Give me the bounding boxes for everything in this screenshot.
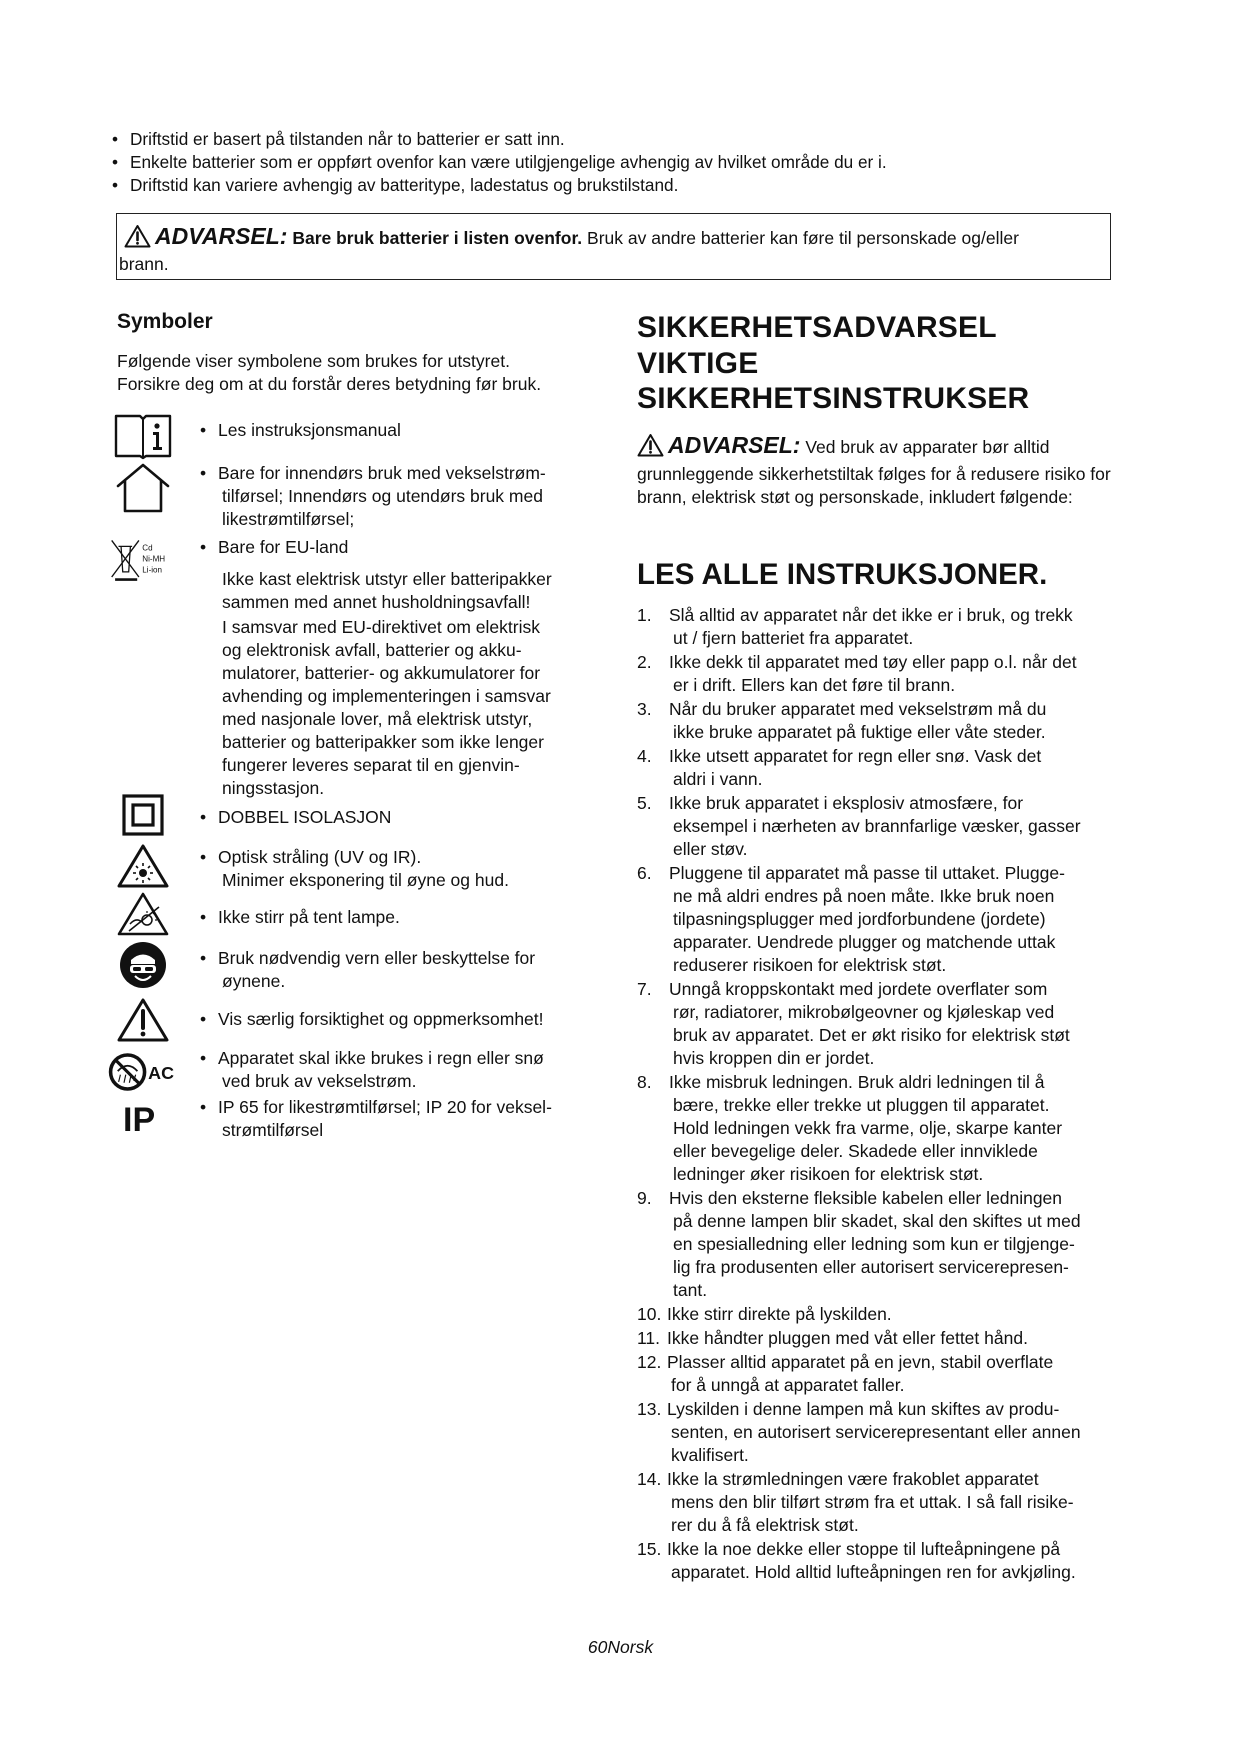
double-insulation-icon <box>109 793 177 837</box>
house-icon <box>109 462 177 514</box>
symbol-item-optical-radiation <box>200 846 610 892</box>
instruction-line: Ikke misbruk ledningen. Bruk aldri ledningen til å <box>669 1072 1045 1092</box>
instruction-line: eller bevegelige deler. Skadede eller innviklede <box>673 1141 1038 1161</box>
instruction-line: en spesialledning eller ledning som kun er tilgjenge- <box>673 1234 1075 1254</box>
safety-title-line: SIKKERHETSADVARSEL <box>637 311 997 344</box>
symbol-item-line: tilførsel; Innendørs og utendørs bruk med <box>222 486 543 506</box>
instruction-number: 4. <box>637 746 652 766</box>
symbol-item-no-rain-ac <box>200 1047 610 1093</box>
instruction-line: eller støv. <box>673 839 748 859</box>
symbol-item-eu-disposal <box>200 536 610 800</box>
top-note: • Driftstid kan variere avhengig av batteritype, ladestatus og brukstilstand. <box>112 174 1112 197</box>
symbol-item-line: • Bare for EU-land <box>200 536 610 559</box>
symbol-item-line: og elektronisk avfall, batterier og akku- <box>222 640 522 660</box>
instruction-item <box>637 1071 1137 1186</box>
instruction-item <box>637 1468 1137 1537</box>
symbols-title: Symboler <box>117 310 213 333</box>
instruction-line: hvis kroppen din er jordet. <box>673 1048 875 1068</box>
symbol-item-caution <box>200 1008 610 1031</box>
instruction-line: Ikke la noe dekke eller stoppe til lufteåpningene på <box>667 1539 1061 1559</box>
instruction-item <box>637 651 1137 697</box>
symbol-item-line: Minimer eksponering til øyne og hud. <box>222 870 509 890</box>
instruction-number: 3. <box>637 699 652 719</box>
instruction-line: Slå alltid av apparatet når det ikke er i bruk, og trekk <box>669 605 1073 625</box>
manual-icon <box>109 412 177 460</box>
safety-warning-text: Ved bruk av apparater bør alltid <box>805 437 1050 457</box>
instruction-item <box>637 978 1137 1070</box>
symbol-item-line: • IP 65 for likestrømtilførsel; IP 20 for veksel- <box>200 1096 610 1119</box>
instruction-line: Lyskilden i denne lampen må kun skiftes av produ- <box>667 1399 1060 1419</box>
symbol-item-line: • DOBBEL ISOLASJON <box>200 806 610 829</box>
instruction-item <box>637 1538 1137 1584</box>
instruction-item <box>637 698 1137 744</box>
bin-label-cd: Cd <box>142 543 153 553</box>
crossed-bin-icon <box>110 534 178 586</box>
instruction-number: 11. <box>637 1328 661 1348</box>
instruction-line: på denne lampen blir skadet, skal den skiftes ut med <box>673 1211 1081 1231</box>
symbol-item-line: • Ikke stirr på tent lampe. <box>200 906 610 929</box>
symbols-intro-line: Forsikre deg om at du forstår deres betydning før bruk. <box>117 374 542 394</box>
symbol-item-line: • Bare for innendørs bruk med vekselstrøm- <box>200 462 610 485</box>
instruction-item <box>637 745 1137 791</box>
safety-warning-label: ADVARSEL: <box>668 432 801 458</box>
safety-title-line: SIKKERHETSINSTRUKSER <box>637 382 1030 415</box>
instruction-item <box>637 1351 1137 1397</box>
safety-warning-line <box>637 432 1050 459</box>
symbol-item-line: sammen med annet husholdningsavfall! <box>222 592 531 612</box>
warning-triangle-icon <box>124 224 151 248</box>
symbols-intro <box>117 350 617 396</box>
symbol-item-line: Ikke kast elektrisk utstyr eller batteripakker <box>222 569 552 589</box>
symbol-item-double-insulation <box>200 806 610 829</box>
instructions-list <box>637 604 1137 1585</box>
page-number: 60Norsk <box>587 1637 654 1657</box>
instruction-line: for å unngå at apparatet faller. <box>671 1375 905 1395</box>
instruction-line: ne må aldri endres på noen måte. Ikke bruk noen <box>673 886 1055 906</box>
instruction-line: Når du bruker apparatet med vekselstrøm må du <box>669 699 1047 719</box>
instruction-line: tant. <box>673 1280 708 1300</box>
instruction-number: 6. <box>637 863 652 883</box>
bin-label-liion: Li-ion <box>142 565 163 575</box>
symbol-item-line: fungerer leveres separat til en gjenvin- <box>222 755 520 775</box>
symbol-item-line: batterier og batteripakker som ikke lenger <box>222 732 544 752</box>
instruction-number: 5. <box>637 793 652 813</box>
optical-radiation-icon <box>109 843 177 889</box>
battery-warning-box <box>116 213 1111 280</box>
symbol-item-line: • Les instruksjonsmanual <box>200 419 610 442</box>
instruction-line: reduserer risikoen for elektrisk støt. <box>673 955 947 975</box>
no-rain-ac-icon <box>107 1047 175 1097</box>
instruction-item <box>637 604 1137 650</box>
instruction-line: Hold ledningen vekk fra varme, olje, skarpe kanter <box>673 1118 1063 1138</box>
instruction-line: rer du å få elektrisk støt. <box>671 1515 859 1535</box>
instruction-number: 8. <box>637 1072 652 1092</box>
instruction-item <box>637 792 1137 861</box>
instruction-line: ikke bruke apparatet på fuktige eller våte steder. <box>673 722 1046 742</box>
symbol-item-line: ved bruk av vekselstrøm. <box>222 1071 417 1091</box>
instruction-line: lig fra produsenten eller autorisert servicerepresen- <box>673 1257 1069 1277</box>
instruction-line: apparatet. Hold alltid lufteåpningen ren for avkjøling. <box>671 1562 1076 1582</box>
instruction-line: eksempel i nærheten av brannfarlige væsker, gasser <box>673 816 1081 836</box>
safety-warning-rest: grunnleggende sikkerhetstiltak følges for å redusere risiko for brann, elektrisk støt og personskade, inkludert følgende: <box>637 464 1111 507</box>
instruction-number: 14. <box>637 1469 662 1489</box>
instruction-number: 12. <box>637 1352 662 1372</box>
warning-text-continued: brann. <box>119 254 169 274</box>
instruction-line: rør, radiatorer, mikrobølgeovner og kjøleskap ved <box>673 1002 1055 1022</box>
instruction-line: senten, en autorisert servicerepresentant eller annen <box>671 1422 1081 1442</box>
instruction-line: bruk av apparatet. Det er økt risiko for elektrisk støt <box>673 1025 1070 1045</box>
instruction-item <box>637 1398 1137 1467</box>
instruction-line: Ikke håndter pluggen med våt eller fettet hånd. <box>667 1328 1028 1348</box>
instruction-line: Ikke la strømledningen være frakoblet apparatet <box>667 1469 1039 1489</box>
symbol-item-line: avhending og implementeringen i samsvar <box>222 686 551 706</box>
symbol-item-line: med nasjonale lover, må elektrisk utstyr, <box>222 709 533 729</box>
symbol-item-line: øynene. <box>222 971 286 991</box>
instruction-number: 10. <box>637 1304 662 1324</box>
top-note: • Enkelte batterier som er oppført ovenfor kan være utilgjengelige avhengig av hvilket område du er i. <box>112 151 1112 174</box>
instruction-line: aldri i vann. <box>673 769 763 789</box>
safety-title <box>637 310 1029 417</box>
instruction-item <box>637 862 1137 977</box>
symbol-item-house <box>200 462 610 531</box>
symbol-item-line: ningsstasjon. <box>222 778 325 798</box>
instruction-line: Hvis den eksterne fleksible kabelen eller ledningen <box>669 1188 1063 1208</box>
instruction-line: mens den blir tilført strøm fra et uttak. I så fall risike- <box>671 1492 1074 1512</box>
symbol-item-line: I samsvar med EU-direktivet om elektrisk <box>222 617 540 637</box>
instruction-item <box>637 1327 1137 1350</box>
instruction-line: tilpasningsplugger med jordforbundene (jordete) <box>673 909 1046 929</box>
symbol-item-manual <box>200 419 610 442</box>
top-notes-list <box>112 128 1112 197</box>
instruction-item <box>637 1303 1137 1326</box>
symbol-item-eye-protection <box>200 947 610 993</box>
no-stare-icon <box>109 891 177 937</box>
instruction-line: ledninger øker risikoen for elektrisk støt. <box>673 1164 984 1184</box>
instruction-line: Plasser alltid apparatet på en jevn, stabil overflate <box>667 1352 1054 1372</box>
symbol-item-line: • Vis særlig forsiktighet og oppmerksomhet! <box>200 1008 610 1031</box>
instruction-line: Pluggene til apparatet må passe til uttaket. Plugge- <box>669 863 1065 883</box>
caution-icon <box>109 997 177 1043</box>
bin-label-nimh: Ni-MH <box>142 554 166 564</box>
symbols-intro-line: Følgende viser symbolene som brukes for utstyret. <box>117 351 510 371</box>
instruction-number: 1. <box>637 605 652 625</box>
symbol-item-line: • Bruk nødvendig vern eller beskyttelse for <box>200 947 610 970</box>
ip-label: IP <box>123 1101 156 1138</box>
ac-label: AC <box>148 1063 174 1084</box>
ip-rating-icon <box>109 1096 177 1138</box>
instruction-line: ut / fjern batteriet fra apparatet. <box>673 628 914 648</box>
warning-label: ADVARSEL: <box>155 223 288 249</box>
instruction-line: apparater. Uendrede plugger og matchende uttak <box>673 932 1056 952</box>
symbol-item-line: • Optisk stråling (UV og IR). <box>200 846 610 869</box>
symbol-item-ip-rating <box>200 1096 610 1142</box>
instruction-item <box>637 1187 1137 1302</box>
read-all-heading: LES ALLE INSTRUKSJONER. <box>637 558 1048 591</box>
safety-title-line: VIKTIGE <box>637 346 759 380</box>
warning-text: Bruk av andre batterier kan føre til personskade og/eller <box>587 228 1019 248</box>
warning-triangle-icon <box>637 433 664 457</box>
symbol-item-no-stare <box>200 906 610 929</box>
instruction-line: bære, trekke eller trekke ut pluggen til apparatet. <box>673 1095 1050 1115</box>
instruction-number: 15. <box>637 1539 662 1559</box>
symbol-item-line: likestrømtilførsel; <box>222 509 355 529</box>
warning-bold-text: Bare bruk batterier i listen ovenfor. <box>292 228 583 248</box>
eye-protection-icon <box>109 940 177 990</box>
instruction-number: 13. <box>637 1399 662 1419</box>
instruction-line: Ikke stirr direkte på lyskilden. <box>667 1304 892 1324</box>
instruction-number: 7. <box>637 979 652 999</box>
battery-warning-line <box>124 223 1019 250</box>
instruction-line: Unngå kroppskontakt med jordete overflater som <box>669 979 1048 999</box>
symbol-item-line: strømtilførsel <box>222 1120 324 1140</box>
top-note: • Driftstid er basert på tilstanden når to batterier er satt inn. <box>112 128 1112 151</box>
instruction-line: er i drift. Ellers kan det føre til brann. <box>673 675 956 695</box>
instruction-number: 9. <box>637 1188 652 1208</box>
symbol-item-line: • Apparatet skal ikke brukes i regn eller snø <box>200 1047 610 1070</box>
symbol-item-line: mulatorer, batterier- og akkumulatorer for <box>222 663 541 683</box>
instruction-line: kvalifisert. <box>671 1445 749 1465</box>
instruction-line: Ikke bruk apparatet i eksplosiv atmosfære, for <box>669 793 1024 813</box>
instruction-line: Ikke dekk til apparatet med tøy eller papp o.l. når det <box>669 652 1077 672</box>
instruction-line: Ikke utsett apparatet for regn eller snø. Vask det <box>669 746 1042 766</box>
instruction-number: 2. <box>637 652 652 672</box>
